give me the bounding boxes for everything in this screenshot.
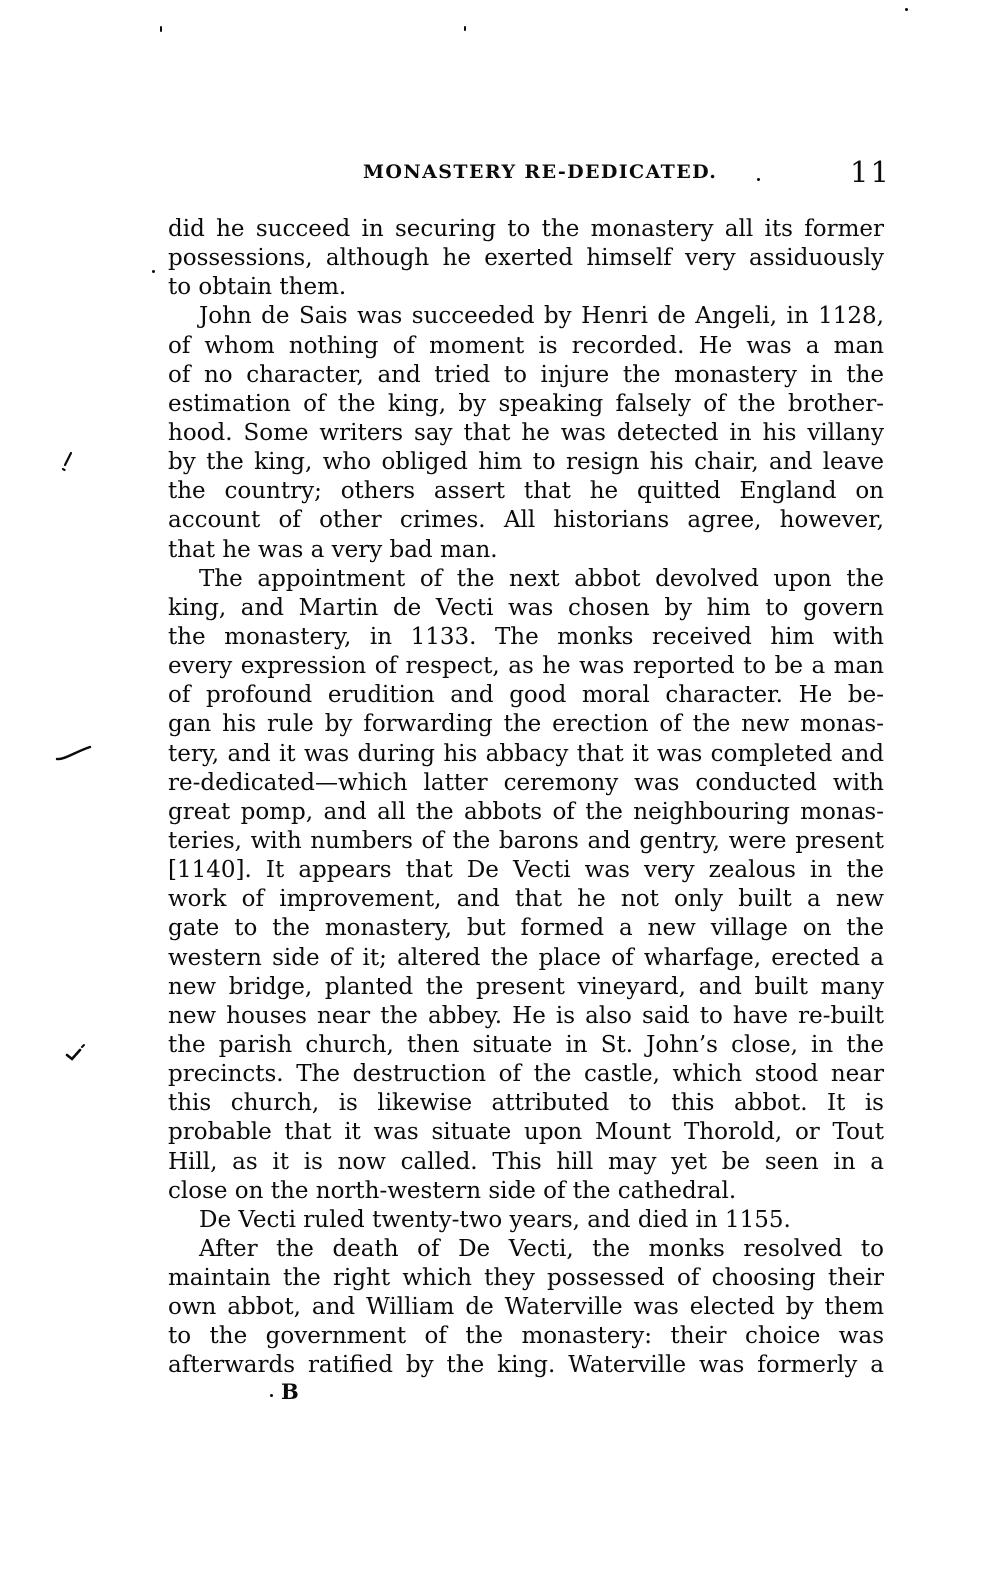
page-number: 11 (850, 155, 891, 189)
text-line: that he was a very bad man. (168, 536, 498, 563)
text-line: afterwards ratified by the king. Waterville was formerly a (168, 1352, 884, 1379)
text-line: gan his rule by forwarding the erection of the new monas- (168, 711, 884, 738)
text-line: new houses near the abbey. He is also said to have re-built (168, 1002, 884, 1029)
text-line: the country; others assert that he quitted England on (168, 478, 884, 505)
text-line: De Vecti ruled twenty-two years, and died in 1155. (199, 1206, 791, 1233)
ink-speck (464, 26, 466, 31)
text-line: re-dedicated—which latter ceremony was conducted with (168, 769, 884, 796)
margin-curve-mark-icon (55, 742, 93, 764)
text-line: own abbot, and William de Waterville was elected by them (168, 1294, 884, 1321)
text-line: to obtain them. (168, 274, 347, 301)
text-line: to the government of the monastery: their choice was (168, 1323, 884, 1350)
text-line: did he succeed in securing to the monastery all its former (168, 216, 884, 242)
text-block (168, 215, 884, 1381)
text-line: John de Sais was succeeded by Henri de Angeli, in 1128, (199, 303, 884, 330)
ink-speck (152, 270, 155, 273)
text-line: account of other crimes. All historians agree, however, (168, 507, 884, 534)
text-line: maintain the right which they possessed of choosing their (168, 1265, 884, 1292)
margin-pen-tick-icon (58, 450, 76, 476)
ink-speck (270, 1394, 273, 1397)
text-line: tery, and it was during his abbacy that it was completed and (168, 740, 884, 767)
text-line: [1140]. It appears that De Vecti was very zealous in the (168, 857, 884, 884)
text-line: teries, with numbers of the barons and gentry, were present (168, 827, 884, 854)
page-title: MONASTERY RE-DEDICATED. (363, 161, 718, 183)
text-line: every expression of respect, as he was reported to be a man (168, 653, 884, 680)
text-line: by the king, who obliged him to resign his chair, and leave (168, 449, 884, 476)
text-line: king, and Martin de Vecti was chosen by him to govern (168, 594, 884, 621)
text-line: close on the north-western side of the cathedral. (168, 1177, 737, 1204)
text-line: the parish church, then situate in St. John’s close, in the (168, 1031, 884, 1058)
text-line: of no character, and tried to injure the monastery in the (168, 361, 884, 388)
text-line: new bridge, planted the present vineyard, and built many (168, 973, 884, 1000)
ink-speck (160, 26, 162, 32)
text-line: western side of it; altered the place of wharfage, erected a (168, 944, 884, 971)
text-line: of whom nothing of moment is recorded. He was a man (168, 332, 884, 359)
text-line: gate to the monastery, but formed a new village on the (168, 915, 884, 942)
text-line: The appointment of the next abbot devolved upon the (199, 565, 884, 592)
text-line: Hill, as it is now called. This hill may yet be seen in a (168, 1148, 884, 1175)
text-line: the monastery, in 1133. The monks received him with (168, 623, 884, 650)
text-line: After the death of De Vecti, the monks resolved to (199, 1235, 884, 1262)
text-line: precincts. The destruction of the castle, which stood near (168, 1061, 884, 1088)
printer-signature-mark: B (281, 1379, 300, 1404)
text-line: hood. Some writers say that he was detected in his villany (168, 419, 884, 446)
text-line: of profound erudition and good moral character. He be- (168, 682, 884, 709)
text-line: probable that it was situate upon Mount Thorold, or Tout (168, 1119, 884, 1146)
ink-speck (905, 8, 908, 11)
running-head (0, 155, 1000, 191)
margin-check-mark-icon (64, 1042, 90, 1066)
ink-speck (757, 178, 760, 181)
text-line: work of improvement, and that he not only built a new (168, 886, 884, 913)
text-line: great pomp, and all the abbots of the neighbouring monas- (168, 798, 884, 825)
text-line: possessions, although he exerted himself very assiduously (168, 245, 884, 272)
text-line: estimation of the king, by speaking falsely of the brother- (168, 390, 884, 417)
text-line: this church, is likewise attributed to this abbot. It is (168, 1090, 884, 1117)
